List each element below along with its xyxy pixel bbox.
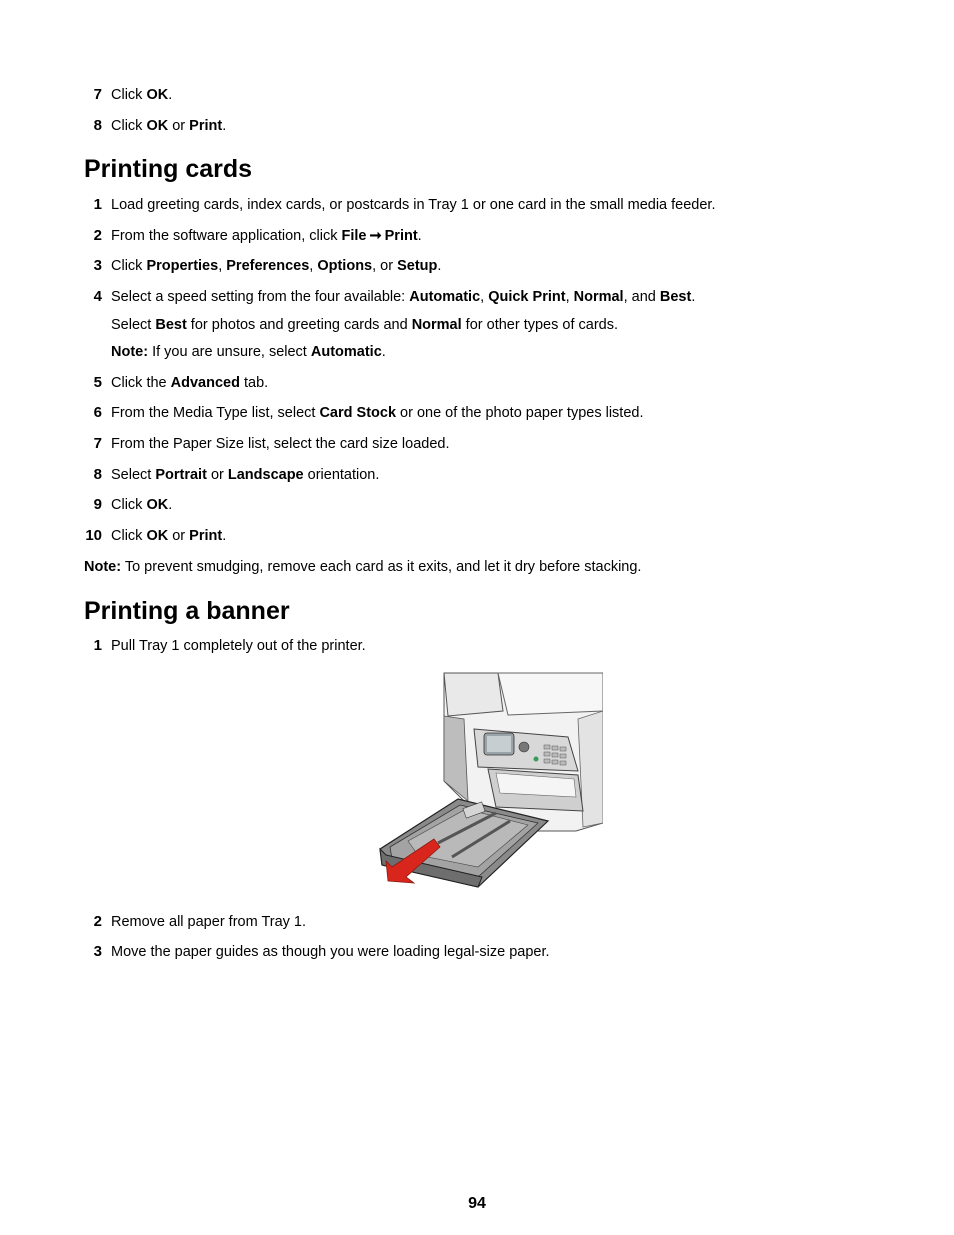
step-number: 10 (85, 527, 102, 544)
cards-step-10: 10 Click OK or Print. (85, 527, 227, 544)
cards-step-8: 8 Select Portrait or Landscape orientation. (84, 466, 884, 484)
page-number: 94 (468, 1195, 486, 1212)
step-number: 3 (93, 257, 102, 274)
cards-step-9: 9 Click OK. (84, 496, 884, 514)
step-7-top: 7 Click OK. (84, 86, 884, 104)
step-number: 8 (93, 466, 102, 483)
step-number: 4 (93, 288, 102, 305)
step-number: 7 (93, 435, 102, 452)
cards-step-4-note: Note: If you are unsure, select Automatic. (111, 344, 386, 360)
step-8-top: 8 Click OK or Print. (84, 117, 884, 135)
right-arrow-icon: ➞ (369, 228, 382, 244)
step-number: 1 (93, 196, 102, 213)
step-number: 9 (93, 496, 102, 513)
cards-step-4-paragraph: Select Best for photos and greeting cards and Normal for other types of cards. (111, 317, 619, 333)
step-number: 2 (93, 227, 102, 244)
step-number: 2 (93, 913, 102, 930)
step-number: 5 (93, 374, 102, 391)
step-number: 8 (93, 117, 102, 134)
cards-step-1: 1 Load greeting cards, index cards, or postcards in Tray 1 or one card in the small media feeder. (84, 196, 884, 214)
step-number: 3 (93, 943, 102, 960)
banner-step-3: 3 Move the paper guides as though you were loading legal-size paper. (84, 943, 884, 961)
step-number: 1 (93, 637, 102, 654)
cards-step-4: 4 Select a speed setting from the four available: Automatic, Quick Print, Normal, and Best. (84, 288, 884, 306)
cards-step-3: 3 Click Properties, Preferences, Options, or Setup. (84, 257, 884, 275)
banner-step-1: 1 Pull Tray 1 completely out of the printer. (84, 637, 884, 655)
step-number: 6 (93, 404, 102, 421)
step-number: 7 (93, 86, 102, 103)
cards-step-5: 5 Click the Advanced tab. (84, 374, 884, 392)
printer-tray-illustration (378, 671, 603, 896)
cards-step-6: 6 From the Media Type list, select Card Stock or one of the photo paper types listed. (84, 404, 884, 422)
cards-step-2: 2 From the software application, click File ➞ Print. (84, 227, 884, 245)
section-heading-printing-banner: Printing a banner (84, 597, 290, 625)
section-heading-printing-cards: Printing cards (84, 155, 253, 183)
cards-step-7: 7 From the Paper Size list, select the card size loaded. (84, 435, 884, 453)
cards-note: Note: To prevent smudging, remove each card as it exits, and let it dry before stacking. (84, 559, 642, 575)
printer-tray-svg (378, 671, 603, 896)
banner-step-2: 2 Remove all paper from Tray 1. (84, 913, 884, 931)
